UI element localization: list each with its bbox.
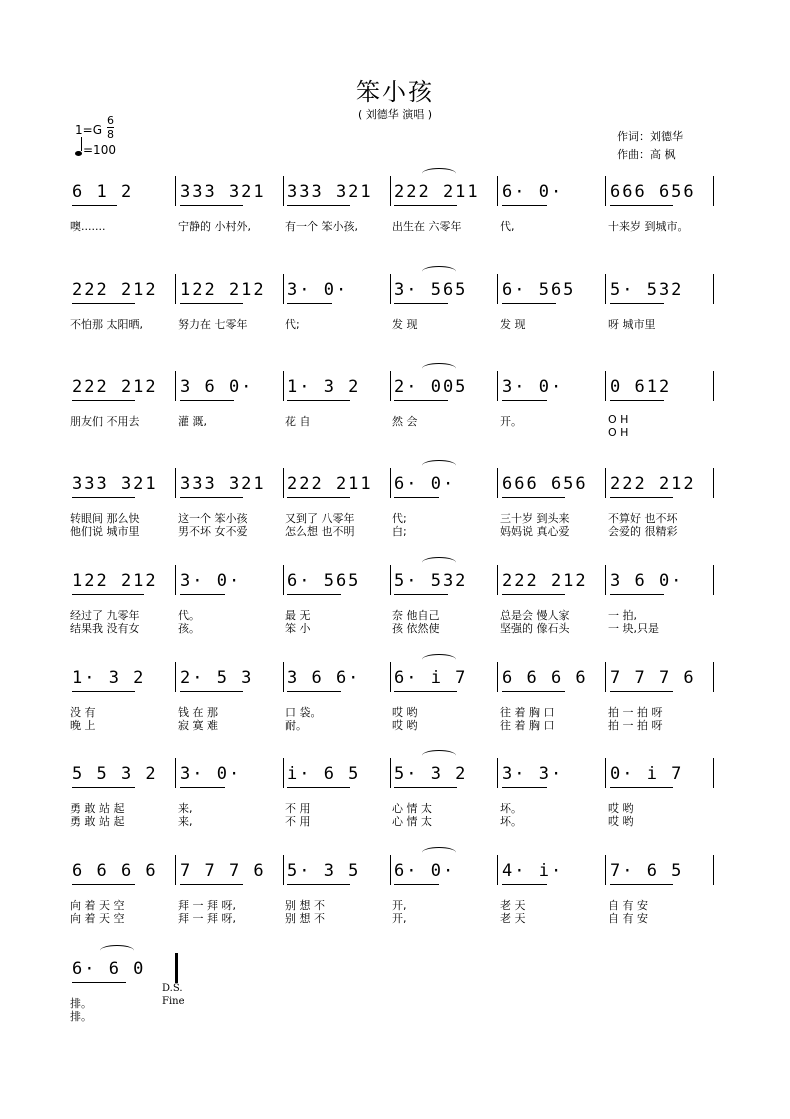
bar-line xyxy=(390,274,391,304)
bar-line xyxy=(175,565,176,595)
measure: 5· 3 5 xyxy=(287,861,361,881)
measure: 3 6 0· xyxy=(610,571,684,591)
beam-underline xyxy=(72,400,135,401)
lyric-text: 白; xyxy=(392,525,407,538)
score-row xyxy=(0,278,790,368)
lyric-text: 一 拍, xyxy=(608,609,637,622)
lyric-text: 开, xyxy=(392,912,407,925)
lyric-text: 呀 城市里 xyxy=(608,318,656,331)
bar-line xyxy=(605,758,606,788)
beam-underline xyxy=(180,691,243,692)
bar-line xyxy=(390,468,391,498)
bar-line xyxy=(175,176,176,206)
lyric-text: 寂 寞 难 xyxy=(178,719,218,732)
slur xyxy=(422,654,456,665)
lyric-text: 来, xyxy=(178,815,193,828)
measure: 3· 3· xyxy=(502,764,564,784)
final-bar-line xyxy=(175,953,178,983)
bar-line xyxy=(605,855,606,885)
bar-line xyxy=(713,662,714,692)
beam-underline xyxy=(287,787,350,788)
lyricist-credit: 作词：刘德华 xyxy=(617,130,683,143)
score-row xyxy=(0,957,790,1047)
lyric-text: 哎 哟 xyxy=(608,815,634,828)
bar-line xyxy=(497,274,498,304)
beam-underline xyxy=(394,691,457,692)
lyric-text: 哎 哟 xyxy=(392,706,418,719)
lyric-text: 不算好 也不坏 xyxy=(608,512,678,525)
lyric-text: 勇 敢 站 起 xyxy=(70,815,125,828)
measure: 333 321 xyxy=(180,182,266,202)
measure: 6 6 6 6 xyxy=(502,668,588,688)
slur xyxy=(422,363,456,374)
score-row xyxy=(0,666,790,756)
lyric-text: 心 情 太 xyxy=(392,815,432,828)
meter-bottom: 8 xyxy=(107,128,114,141)
lyric-text: 十来岁 到城市。 xyxy=(608,220,689,233)
bar-line xyxy=(390,565,391,595)
notation-line xyxy=(70,472,720,498)
beam-underline xyxy=(394,497,439,498)
measure: 5· 532 xyxy=(394,571,468,591)
bar-line xyxy=(283,274,284,304)
measure: 222 212 xyxy=(502,571,588,591)
lyric-text: 晚 上 xyxy=(70,719,96,732)
lyric-text: 拍 一 拍 呀 xyxy=(608,719,663,732)
measure: 3· 0· xyxy=(180,764,242,784)
beam-underline xyxy=(72,982,126,983)
lyric-text: 往 着 胸 口 xyxy=(500,719,555,732)
measure: 6· 0· xyxy=(394,474,456,494)
score-row xyxy=(0,569,790,659)
performer-credit: ( 刘德华 演唱 ) xyxy=(357,108,433,121)
bar-line xyxy=(497,565,498,595)
beam-underline xyxy=(502,884,547,885)
lyric-text: 坏。 xyxy=(500,802,522,815)
lyric-text: 不怕那 太阳晒, xyxy=(70,318,143,331)
measure: 222 212 xyxy=(72,377,158,397)
lyric-text: 哎 哟 xyxy=(608,802,634,815)
bar-line xyxy=(175,758,176,788)
measure: 666 656 xyxy=(610,182,696,202)
beam-underline xyxy=(610,884,673,885)
bar-line xyxy=(175,371,176,401)
bar-line xyxy=(283,565,284,595)
beam-underline xyxy=(180,497,243,498)
lyric-text: 拜 一 拜 呀, xyxy=(178,912,236,925)
measure: 333 321 xyxy=(180,474,266,494)
bar-line xyxy=(497,662,498,692)
beam-underline xyxy=(502,400,547,401)
beam-underline xyxy=(394,400,448,401)
beam-underline xyxy=(394,884,439,885)
bar-line xyxy=(390,371,391,401)
beam-underline xyxy=(502,205,547,206)
lyric-text: 开, xyxy=(392,899,407,912)
beam-underline xyxy=(287,594,341,595)
slur xyxy=(422,266,456,277)
lyric-text: 最 无 xyxy=(285,609,311,622)
bar-line xyxy=(175,274,176,304)
beam-underline xyxy=(180,884,243,885)
lyric-text: 拜 一 拜 呀, xyxy=(178,899,236,912)
score-row xyxy=(0,375,790,465)
lyric-text: 三十岁 到头来 xyxy=(500,512,570,525)
score-row xyxy=(0,180,790,270)
meter-top: 6 xyxy=(107,114,114,127)
lyric-text: 一 块,只是 xyxy=(608,622,659,635)
bar-line xyxy=(283,176,284,206)
beam-underline xyxy=(72,205,117,206)
bar-line xyxy=(605,176,606,206)
slur xyxy=(422,750,456,761)
bar-line xyxy=(713,468,714,498)
measure: 6· 565 xyxy=(287,571,361,591)
measure: 0 612 xyxy=(610,377,672,397)
beam-underline xyxy=(72,594,144,595)
measure: 5 5 3 2 xyxy=(72,764,158,784)
beam-underline xyxy=(180,303,243,304)
slur xyxy=(422,460,456,471)
lyric-text: 会爱的 很精彩 xyxy=(608,525,678,538)
bar-line xyxy=(713,371,714,401)
bar-line xyxy=(390,662,391,692)
lyric-text: 排。 xyxy=(70,1010,92,1023)
lyric-text: 老 天 xyxy=(500,912,526,925)
beam-underline xyxy=(180,205,243,206)
measure: i· 6 5 xyxy=(287,764,361,784)
bar-line xyxy=(605,274,606,304)
slur xyxy=(422,168,456,179)
bar-line xyxy=(713,758,714,788)
lyric-text: 发 现 xyxy=(392,318,418,331)
measure: 222 212 xyxy=(610,474,696,494)
measure: 333 321 xyxy=(72,474,158,494)
measure: 6 1 2 xyxy=(72,182,134,202)
lyric-text: 他们说 城市里 xyxy=(70,525,140,538)
measure: 5· 3 2 xyxy=(394,764,468,784)
measure: 122 212 xyxy=(72,571,158,591)
lyric-text: 结果我 没有女 xyxy=(70,622,140,635)
lyric-text: 努力在 七零年 xyxy=(178,318,248,331)
lyric-text: 发 现 xyxy=(500,318,526,331)
lyric-text: 来, xyxy=(178,802,193,815)
fine-mark: Fine xyxy=(162,996,185,1007)
measure: 3 6 6· xyxy=(287,668,361,688)
lyric-text: 代; xyxy=(392,512,407,525)
slur xyxy=(422,557,456,568)
measure: 222 211 xyxy=(394,182,480,202)
lyric-text: 向 着 天 空 xyxy=(70,912,125,925)
beam-underline xyxy=(610,400,664,401)
measure: 2· 5 3 xyxy=(180,668,254,688)
lyric-text: 又到了 八零年 xyxy=(285,512,355,525)
lyric-text: 自 有 安 xyxy=(608,912,648,925)
beam-underline xyxy=(287,400,350,401)
lyric-text: 钱 在 那 xyxy=(178,706,218,719)
bar-line xyxy=(497,855,498,885)
beam-underline xyxy=(72,787,135,788)
score-row xyxy=(0,859,790,949)
beam-underline xyxy=(287,303,332,304)
measure: 6· 0· xyxy=(394,861,456,881)
lyric-text: 心 情 太 xyxy=(392,802,432,815)
key-signature: 1=G xyxy=(75,123,102,137)
lyric-text: 开。 xyxy=(500,415,522,428)
lyric-text: 勇 敢 站 起 xyxy=(70,802,125,815)
notation-line xyxy=(70,569,720,595)
slur xyxy=(422,847,456,858)
beam-underline xyxy=(394,594,448,595)
bar-line xyxy=(390,176,391,206)
song-title: 笨小孩 xyxy=(356,78,434,106)
beam-underline xyxy=(72,884,135,885)
lyric-text: 孩 依然使 xyxy=(392,622,440,635)
lyric-text: 代; xyxy=(285,318,300,331)
lyric-text: 笨 小 xyxy=(285,622,311,635)
bar-line xyxy=(390,758,391,788)
lyric-text: 噢....... xyxy=(70,220,106,233)
beam-underline xyxy=(610,303,664,304)
lyric-text: 代, xyxy=(500,220,515,233)
measure: 2· 005 xyxy=(394,377,468,397)
tempo-value: =100 xyxy=(83,143,116,157)
measure: 3 6 0· xyxy=(180,377,254,397)
beam-underline xyxy=(287,884,350,885)
lyric-text: 经过了 九零年 xyxy=(70,609,140,622)
lyric-text: 奈 他自己 xyxy=(392,609,440,622)
beam-underline xyxy=(72,303,135,304)
lyric-text: 排。 xyxy=(70,997,92,1010)
measure: 4· i· xyxy=(502,861,564,881)
notation-line xyxy=(70,666,720,692)
bar-line xyxy=(283,855,284,885)
notation-line xyxy=(70,859,720,885)
measure: 7 7 7 6 xyxy=(180,861,266,881)
bar-line xyxy=(605,662,606,692)
lyric-text: 怎么想 也不明 xyxy=(285,525,355,538)
beam-underline xyxy=(610,594,664,595)
measure: 6 6 6 6 xyxy=(72,861,158,881)
beam-underline xyxy=(394,303,448,304)
bar-line xyxy=(713,855,714,885)
beam-underline xyxy=(287,205,350,206)
lyric-text: 坚强的 像石头 xyxy=(500,622,570,635)
beam-underline xyxy=(180,594,225,595)
bar-line xyxy=(713,176,714,206)
bar-line xyxy=(605,565,606,595)
bar-line xyxy=(713,274,714,304)
lyric-text: 不 用 xyxy=(285,815,311,828)
notation-line xyxy=(70,957,720,983)
measure: 3· 565 xyxy=(394,280,468,300)
beam-underline xyxy=(502,594,565,595)
measure: 6· i 7 xyxy=(394,668,468,688)
measure: 3· 0· xyxy=(287,280,349,300)
measure: 122 212 xyxy=(180,280,266,300)
bar-line xyxy=(605,371,606,401)
beam-underline xyxy=(180,787,225,788)
lyric-text: 拍 一 拍 呀 xyxy=(608,706,663,719)
lyric-text: 坏。 xyxy=(500,815,522,828)
bar-line xyxy=(497,758,498,788)
measure: 3· 0· xyxy=(180,571,242,591)
lyric-text: O H xyxy=(608,426,629,439)
beam-underline xyxy=(610,205,673,206)
dal-segno-mark: D.S. xyxy=(162,983,183,994)
notation-line xyxy=(70,278,720,304)
measure: 0· i 7 xyxy=(610,764,684,784)
lyric-text: 别 想 不 xyxy=(285,912,325,925)
composer-credit: 作曲：高 枫 xyxy=(617,148,676,161)
measure: 7· 6 5 xyxy=(610,861,684,881)
notation-line xyxy=(70,375,720,401)
lyric-text: 没 有 xyxy=(70,706,96,719)
lyric-text: 代。 xyxy=(178,609,200,622)
beam-underline xyxy=(610,691,673,692)
bar-line xyxy=(283,662,284,692)
score-row xyxy=(0,472,790,562)
measure: 1· 3 2 xyxy=(72,668,146,688)
lyric-text: 灌 溉, xyxy=(178,415,207,428)
lyric-text: 口 袋。 xyxy=(285,706,322,719)
bar-line xyxy=(283,758,284,788)
beam-underline xyxy=(394,205,457,206)
bar-line xyxy=(497,468,498,498)
beam-underline xyxy=(287,691,341,692)
measure: 5· 532 xyxy=(610,280,684,300)
measure: 6· 0· xyxy=(502,182,564,202)
lyric-text: 这一个 笨小孩 xyxy=(178,512,248,525)
beam-underline xyxy=(287,497,350,498)
lyric-text: 妈妈说 真心爱 xyxy=(500,525,570,538)
lyric-text: 老 天 xyxy=(500,899,526,912)
lyric-text: 宁静的 小村外, xyxy=(178,220,251,233)
measure: 7 7 7 6 xyxy=(610,668,696,688)
lyric-text: 男不坏 女不爱 xyxy=(178,525,248,538)
lyric-text: 往 着 胸 口 xyxy=(500,706,555,719)
measure: 1· 3 2 xyxy=(287,377,361,397)
measure: 222 212 xyxy=(72,280,158,300)
measure: 222 211 xyxy=(287,474,373,494)
bar-line xyxy=(175,855,176,885)
bar-line xyxy=(175,468,176,498)
beam-underline xyxy=(180,400,234,401)
measure: 6· 565 xyxy=(502,280,576,300)
beam-underline xyxy=(72,691,135,692)
lyric-text: 别 想 不 xyxy=(285,899,325,912)
lyric-text: 有一个 笨小孩, xyxy=(285,220,358,233)
measure: 6· 6 0 xyxy=(72,959,146,979)
lyric-text: 自 有 安 xyxy=(608,899,648,912)
lyric-text: 然 会 xyxy=(392,415,418,428)
beam-underline xyxy=(72,497,135,498)
lyric-text: 耐。 xyxy=(285,719,307,732)
beam-underline xyxy=(502,787,547,788)
beam-underline xyxy=(502,691,565,692)
lyric-text: 出生在 六零年 xyxy=(392,220,462,233)
bar-line xyxy=(497,371,498,401)
measure: 666 656 xyxy=(502,474,588,494)
bar-line xyxy=(497,176,498,206)
bar-line xyxy=(713,565,714,595)
measure: 3· 0· xyxy=(502,377,564,397)
score-row xyxy=(0,762,790,852)
lyric-text: 总是会 慢人家 xyxy=(500,609,570,622)
lyric-text: O H xyxy=(608,413,629,426)
beam-underline xyxy=(610,787,673,788)
lyric-text: 向 着 天 空 xyxy=(70,899,125,912)
bar-line xyxy=(283,468,284,498)
notation-line xyxy=(70,762,720,788)
lyric-text: 花 自 xyxy=(285,415,311,428)
beam-underline xyxy=(502,497,565,498)
measure: 333 321 xyxy=(287,182,373,202)
beam-underline xyxy=(502,303,556,304)
notation-line xyxy=(70,180,720,206)
bar-line xyxy=(175,662,176,692)
beam-underline xyxy=(394,787,457,788)
lyric-text: 孩。 xyxy=(178,622,200,635)
slur xyxy=(100,945,134,956)
bar-line xyxy=(283,371,284,401)
bar-line xyxy=(605,468,606,498)
bar-line xyxy=(390,855,391,885)
lyric-text: 朋友们 不用去 xyxy=(70,415,140,428)
lyric-text: 哎 哟 xyxy=(392,719,418,732)
beam-underline xyxy=(610,497,673,498)
lyric-text: 不 用 xyxy=(285,802,311,815)
lyric-text: 转眼间 那么快 xyxy=(70,512,140,525)
